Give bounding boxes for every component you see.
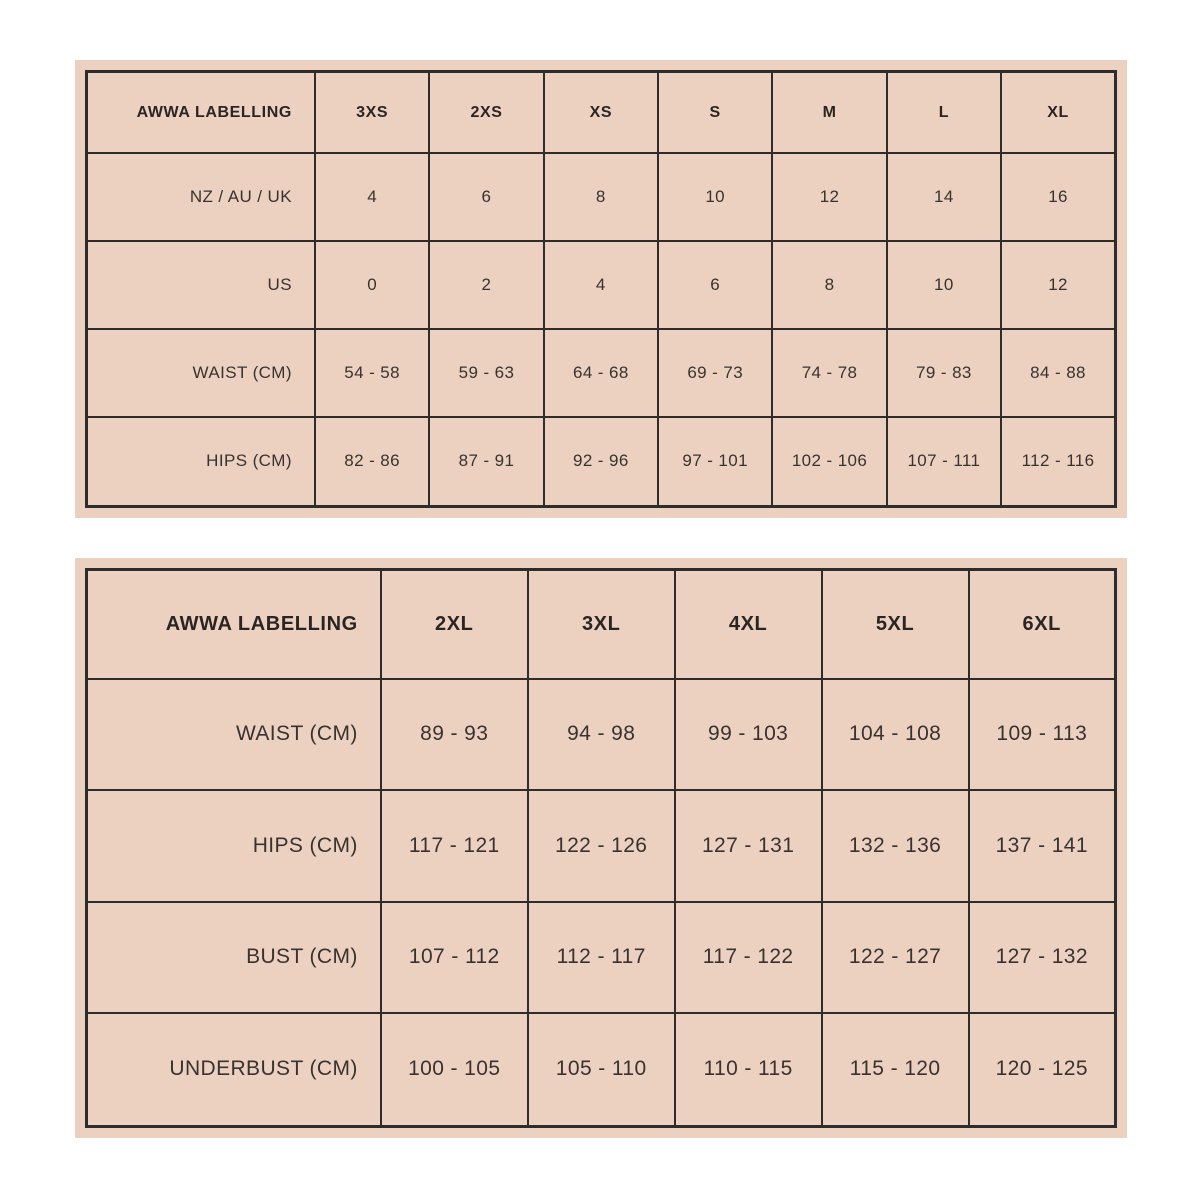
data-cell: 132 - 136 bbox=[822, 790, 969, 901]
data-cell: 2 bbox=[429, 241, 543, 329]
data-cell: 97 - 101 bbox=[658, 417, 772, 507]
data-cell: 8 bbox=[544, 153, 658, 241]
header-cell: S bbox=[658, 72, 772, 154]
data-cell: 105 - 110 bbox=[528, 1013, 675, 1127]
row-label: NZ / AU / UK bbox=[87, 153, 315, 241]
data-cell: 94 - 98 bbox=[528, 679, 675, 790]
table-row bbox=[87, 153, 1116, 241]
data-cell: 120 - 125 bbox=[969, 1013, 1116, 1127]
size-chart-standard-table bbox=[85, 70, 1117, 508]
header-cell: XS bbox=[544, 72, 658, 154]
table-header-row bbox=[87, 72, 1116, 154]
table-row bbox=[87, 417, 1116, 507]
data-cell: 82 - 86 bbox=[315, 417, 429, 507]
data-cell: 89 - 93 bbox=[381, 679, 528, 790]
data-cell: 8 bbox=[772, 241, 886, 329]
data-cell: 74 - 78 bbox=[772, 329, 886, 417]
header-cell: 6XL bbox=[969, 570, 1116, 679]
data-cell: 14 bbox=[887, 153, 1001, 241]
data-cell: 122 - 126 bbox=[528, 790, 675, 901]
header-cell: 2XS bbox=[429, 72, 543, 154]
table-row bbox=[87, 241, 1116, 329]
data-cell: 4 bbox=[315, 153, 429, 241]
data-cell: 112 - 117 bbox=[528, 902, 675, 1013]
row-label: UNDERBUST (CM) bbox=[87, 1013, 381, 1127]
data-cell: 110 - 115 bbox=[675, 1013, 822, 1127]
data-cell: 112 - 116 bbox=[1001, 417, 1115, 507]
data-cell: 99 - 103 bbox=[675, 679, 822, 790]
header-cell: 5XL bbox=[822, 570, 969, 679]
data-cell: 117 - 121 bbox=[381, 790, 528, 901]
data-cell: 137 - 141 bbox=[969, 790, 1116, 901]
data-cell: 69 - 73 bbox=[658, 329, 772, 417]
row-label: HIPS (CM) bbox=[87, 790, 381, 901]
table-row bbox=[87, 790, 1116, 901]
size-chart-extended-panel bbox=[75, 558, 1127, 1138]
data-cell: 10 bbox=[658, 153, 772, 241]
data-cell: 115 - 120 bbox=[822, 1013, 969, 1127]
row-label: US bbox=[87, 241, 315, 329]
data-cell: 127 - 132 bbox=[969, 902, 1116, 1013]
header-cell: XL bbox=[1001, 72, 1115, 154]
data-cell: 100 - 105 bbox=[381, 1013, 528, 1127]
table-header-row bbox=[87, 570, 1116, 679]
size-chart-standard-panel bbox=[75, 60, 1127, 518]
row-label: WAIST (CM) bbox=[87, 679, 381, 790]
data-cell: 79 - 83 bbox=[887, 329, 1001, 417]
row-label: HIPS (CM) bbox=[87, 417, 315, 507]
data-cell: 54 - 58 bbox=[315, 329, 429, 417]
data-cell: 6 bbox=[658, 241, 772, 329]
header-cell: 4XL bbox=[675, 570, 822, 679]
header-cell: 3XL bbox=[528, 570, 675, 679]
header-cell: AWWA LABELLING bbox=[87, 72, 315, 154]
header-cell: M bbox=[772, 72, 886, 154]
data-cell: 122 - 127 bbox=[822, 902, 969, 1013]
data-cell: 102 - 106 bbox=[772, 417, 886, 507]
table-row bbox=[87, 679, 1116, 790]
data-cell: 117 - 122 bbox=[675, 902, 822, 1013]
data-cell: 4 bbox=[544, 241, 658, 329]
data-cell: 87 - 91 bbox=[429, 417, 543, 507]
table-row bbox=[87, 902, 1116, 1013]
data-cell: 59 - 63 bbox=[429, 329, 543, 417]
data-cell: 6 bbox=[429, 153, 543, 241]
data-cell: 109 - 113 bbox=[969, 679, 1116, 790]
data-cell: 107 - 112 bbox=[381, 902, 528, 1013]
data-cell: 12 bbox=[772, 153, 886, 241]
table-row bbox=[87, 1013, 1116, 1127]
header-cell: L bbox=[887, 72, 1001, 154]
data-cell: 104 - 108 bbox=[822, 679, 969, 790]
data-cell: 64 - 68 bbox=[544, 329, 658, 417]
data-cell: 12 bbox=[1001, 241, 1115, 329]
header-cell: 2XL bbox=[381, 570, 528, 679]
row-label: BUST (CM) bbox=[87, 902, 381, 1013]
header-cell: 3XS bbox=[315, 72, 429, 154]
data-cell: 84 - 88 bbox=[1001, 329, 1115, 417]
size-chart-extended-table bbox=[85, 568, 1117, 1128]
data-cell: 10 bbox=[887, 241, 1001, 329]
data-cell: 92 - 96 bbox=[544, 417, 658, 507]
data-cell: 16 bbox=[1001, 153, 1115, 241]
header-cell: AWWA LABELLING bbox=[87, 570, 381, 679]
data-cell: 0 bbox=[315, 241, 429, 329]
row-label: WAIST (CM) bbox=[87, 329, 315, 417]
data-cell: 107 - 111 bbox=[887, 417, 1001, 507]
data-cell: 127 - 131 bbox=[675, 790, 822, 901]
table-row bbox=[87, 329, 1116, 417]
